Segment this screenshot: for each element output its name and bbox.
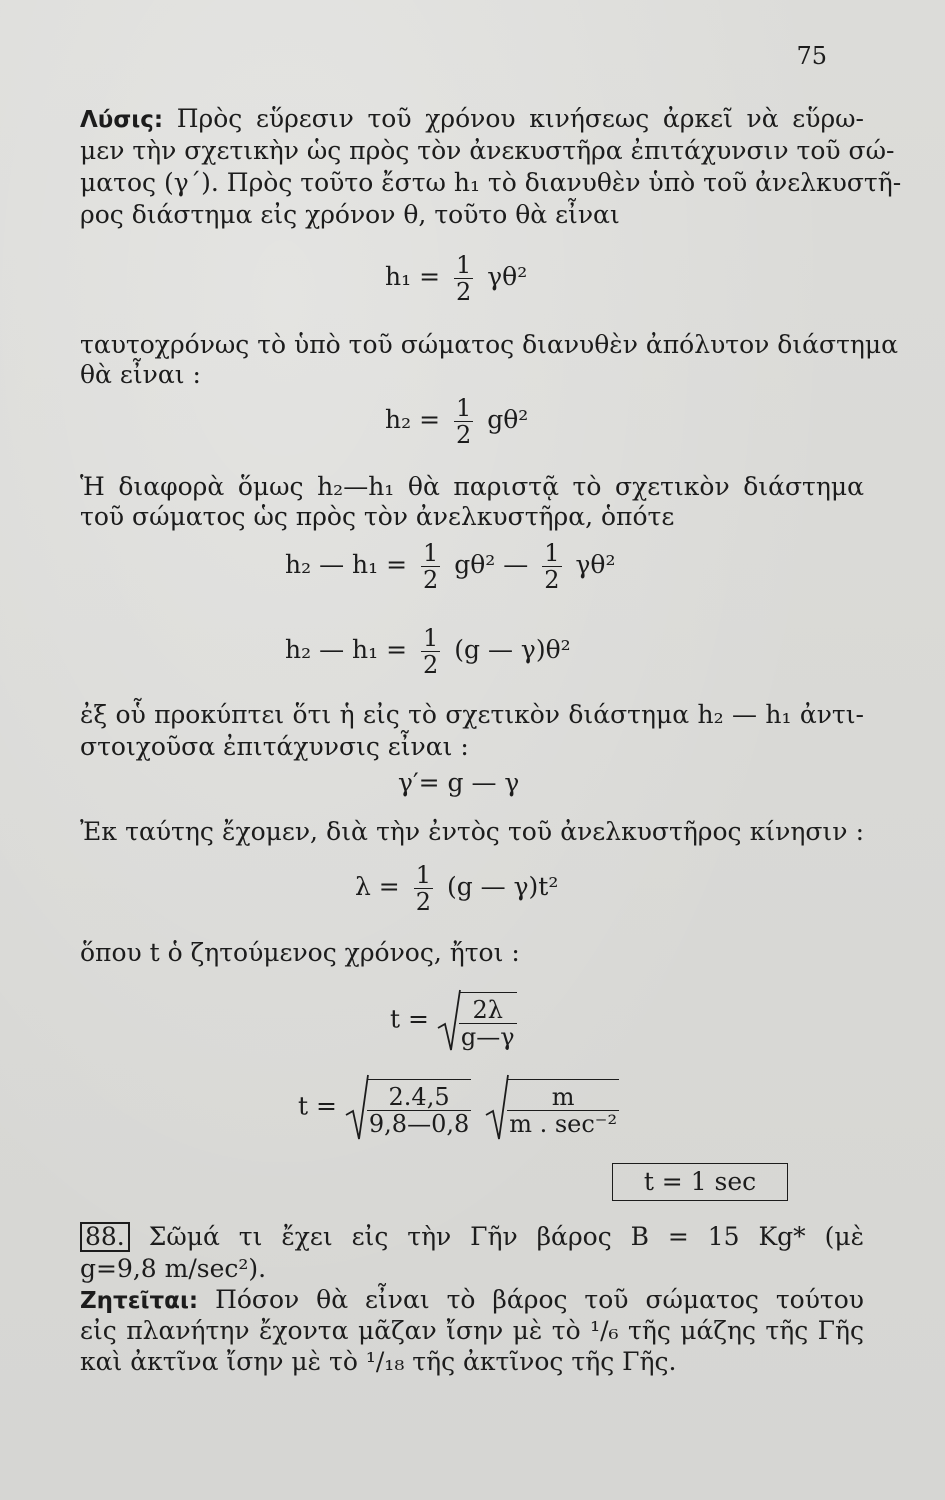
square-root: $\frac{m}{\text{m . sec⁻²}}$ xyxy=(485,1073,625,1143)
fraction-one-half: $\frac{1}{2}$ xyxy=(455,251,472,306)
page-number: 75 xyxy=(796,42,827,70)
fraction-one-half: $\frac{1}{2}$ xyxy=(415,861,431,916)
equation-difference-simplified: h₂ — h₁ = $\frac{1}{2}$ (g — γ)θ² xyxy=(285,624,571,679)
solution-line-5: ταυτοχρόνως τὸ ὑπὸ τοῦ σώματος διανυθὲν ἀπόλυτον διάστημα xyxy=(80,330,899,359)
problem-line-3-text: Πόσον θὰ εἶναι τὸ βάρος τοῦ σώματος τούτου xyxy=(215,1285,864,1314)
equation-h1: h₁ = $\frac{1}{2}$ γθ² xyxy=(385,251,528,306)
problem-line-1 xyxy=(80,1222,864,1252)
problem-line-5: καὶ ἀκτῖνα ἴσην μὲ τὸ ¹/₁₈ τῆς ἀκτῖνος τῆς Γῆς. xyxy=(80,1347,677,1376)
equation-lambda: λ = $\frac{1}{2}$ (g — γ)t² xyxy=(355,861,559,916)
solution-line-6: θὰ εἶναι : xyxy=(80,360,201,389)
equation-time-numeric: t = $\frac{2.4,5}{9,8—0,8}$ $\frac{m}{\text{m . sec⁻²}}$ xyxy=(298,1073,625,1143)
result-box: t = 1 sec xyxy=(612,1163,788,1201)
solution-line-3: ματος (γ΄). Πρὸς τοῦτο ἔστω h₁ τὸ διανυθὲν ὑπὸ τοῦ ἀνελκυστῆ- xyxy=(80,168,902,197)
equation-time-formula: t = $\frac{2\lambda}{g—\gamma}$ xyxy=(390,988,523,1054)
problem-line-1-text: Σῶμά τι ἔχει εἰς τὴν Γῆν βάρος Β = 15 Kg* (μὲ xyxy=(148,1222,864,1251)
solution-line-1 xyxy=(80,104,864,135)
equation-relative-acceleration: γ′= g — γ xyxy=(398,768,520,797)
fraction-one-half: $\frac{1}{2}$ xyxy=(544,539,560,594)
fraction-one-half: $\frac{1}{2}$ xyxy=(423,624,439,679)
problem-label: Ζητεῖται: xyxy=(80,1288,199,1314)
square-root: $\frac{2.4,5}{9,8—0,8}$ xyxy=(345,1073,477,1143)
radical-sign-icon xyxy=(345,1073,369,1143)
problem-number: 88. xyxy=(80,1222,130,1252)
radical-sign-icon xyxy=(485,1073,509,1143)
fraction-one-half: $\frac{1}{2}$ xyxy=(423,539,439,594)
solution-line-7: Ἡ διαφορὰ ὅμως h₂—h₁ θὰ παριστᾷ τὸ σχετικὸν διάστημα xyxy=(80,472,864,501)
solution-line-8: τοῦ σώματος ὡς πρὸς τὸν ἀνελκυστῆρα, ὁπότε xyxy=(80,502,675,531)
radical-sign-icon xyxy=(437,988,461,1054)
solution-line-2: μεν τὴν σχετικὴν ὡς πρὸς τὸν ἀνεκυστῆρα ἐπιτάχυνσιν τοῦ σώ- xyxy=(80,136,895,165)
solution-line-1-text: Πρὸς εὕρεσιν τοῦ χρόνου κινήσεως ἀρκεῖ νὰ εὕρω- xyxy=(176,104,864,133)
solution-line-10: στοιχοῦσα ἐπιτάχυνσις εἶναι : xyxy=(80,732,469,761)
solution-line-9: ἐξ οὗ προκύπτει ὅτι ἡ εἰς τὸ σχετικὸν διάστημα h₂ — h₁ ἀντι- xyxy=(80,700,864,729)
equation-h2: h₂ = $\frac{1}{2}$ gθ² xyxy=(385,394,529,449)
problem-line-4: εἰς πλανήτην ἔχοντα μᾶζαν ἴσην μὲ τὸ ¹/₆ τῆς μάζης τῆς Γῆς xyxy=(80,1316,864,1345)
fraction-one-half: $\frac{1}{2}$ xyxy=(455,394,472,449)
solution-line-12: ὅπου t ὁ ζητούμενος χρόνος, ἤτοι : xyxy=(80,938,520,967)
problem-line-3 xyxy=(80,1285,864,1316)
solution-line-11: Ἐκ ταύτης ἔχομεν, διὰ τὴν ἐντὸς τοῦ ἀνελκυστῆρος κίνησιν : xyxy=(80,817,864,846)
solution-line-4: ρος διάστημα εἰς χρόνον θ, τοῦτο θὰ εἶναι xyxy=(80,200,620,229)
solution-label: Λύσις: xyxy=(80,107,164,133)
square-root: $\frac{2\lambda}{g—\gamma}$ xyxy=(437,988,523,1054)
problem-line-2: g=9,8 m/sec²). xyxy=(80,1254,267,1283)
equation-difference: h₂ — h₁ = $\frac{1}{2}$ gθ² — $\frac{1}{2}$ γθ² xyxy=(285,539,616,594)
